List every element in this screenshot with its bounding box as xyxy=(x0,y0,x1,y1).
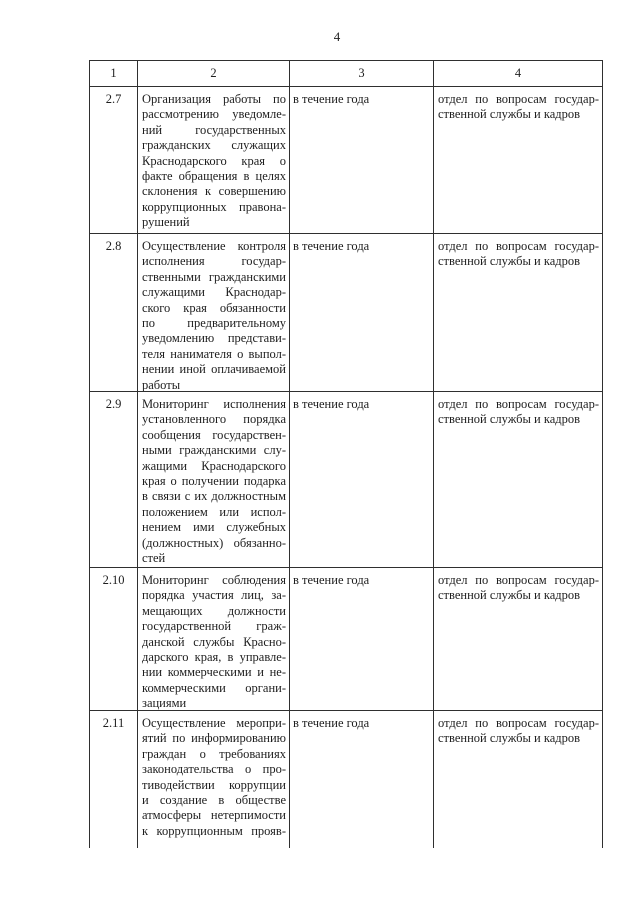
activity-line: Осуществление меропри- xyxy=(142,716,286,730)
activity-line: установленного порядка xyxy=(142,412,286,427)
activity-line: рассмотрению уведомле- xyxy=(142,107,286,122)
row-number: 2.9 xyxy=(90,392,138,568)
table-row xyxy=(90,711,603,848)
activity-line: порядка участия лиц, за- xyxy=(142,588,286,603)
responsible-line: ственной службы и кадров xyxy=(438,412,581,427)
activity-cell xyxy=(138,234,290,392)
responsible-line: отдел по вопросам государ- xyxy=(438,573,599,587)
column-header-1: 1 xyxy=(90,61,138,87)
responsible-line: ственной службы и кадров xyxy=(438,107,581,122)
activity-line: граждан о требованиях xyxy=(142,746,286,761)
activity-cell xyxy=(138,392,290,568)
activity-line: работы xyxy=(142,377,181,392)
activity-line: Мониторинг исполнения xyxy=(142,397,286,411)
responsible-cell xyxy=(434,392,603,568)
activity-line: законодательства о про- xyxy=(142,762,286,777)
responsible-cell xyxy=(434,711,603,848)
activity-line: гражданских служащих xyxy=(142,138,286,153)
activity-line: дарского края, в управле- xyxy=(142,649,286,664)
activity-line: по предварительному xyxy=(142,315,286,330)
activity-line: (должностных) обязанно- xyxy=(142,535,286,550)
activity-line: атмосферы нетерпимости xyxy=(142,808,286,823)
responsible-line: отдел по вопросам государ- xyxy=(438,397,599,411)
activity-line: ными гражданскими слу- xyxy=(142,443,286,458)
deadline-cell: в течение года xyxy=(290,711,434,848)
activity-line: мещающих должности xyxy=(142,603,286,618)
table-row xyxy=(90,87,603,234)
responsible-line: отдел по вопросам государ- xyxy=(438,92,599,106)
table-row xyxy=(90,392,603,568)
responsible-cell xyxy=(434,87,603,234)
activity-line: тиводействии коррупции xyxy=(142,777,286,792)
activity-line: нии коммерческими и не- xyxy=(142,665,286,680)
activity-cell xyxy=(138,568,290,711)
deadline-cell: в течение года xyxy=(290,87,434,234)
activity-line: Организация работы по xyxy=(142,92,286,106)
activity-line: нении иной оплачиваемой xyxy=(142,362,286,377)
table-header-row xyxy=(90,61,603,87)
column-header-3: 3 xyxy=(290,61,434,87)
activity-line: рушений xyxy=(142,215,190,230)
measures-table xyxy=(89,60,603,848)
activity-line: склонения к совершению xyxy=(142,184,286,199)
page-number: 4 xyxy=(333,29,341,44)
row-number: 2.11 xyxy=(90,711,138,848)
responsible-line: отдел по вопросам государ- xyxy=(438,716,599,730)
activity-line: ятий по информированию xyxy=(142,731,286,746)
activity-cell xyxy=(138,711,290,848)
activity-line: к коррупционным прояв- xyxy=(142,823,286,838)
table-row xyxy=(90,234,603,392)
activity-line: ний государственных xyxy=(142,122,286,137)
column-header-2: 2 xyxy=(138,61,290,87)
deadline-cell: в течение года xyxy=(290,234,434,392)
activity-line: сообщения государствен- xyxy=(142,427,286,442)
activity-line: факте обращения в целях xyxy=(142,168,286,183)
activity-line: теля нанимателя о выпол- xyxy=(142,346,286,361)
activity-cell xyxy=(138,87,290,234)
responsible-line: ственной службы и кадров xyxy=(438,588,581,603)
activity-line: коммерческими органи- xyxy=(142,680,286,695)
activity-line: ского края обязанности xyxy=(142,300,286,315)
activity-line: края о получении подарка xyxy=(142,473,286,488)
activity-line: в связи с их должностным xyxy=(142,489,286,504)
activity-line: уведомлению представи- xyxy=(142,331,286,346)
row-number: 2.7 xyxy=(90,87,138,234)
row-number: 2.10 xyxy=(90,568,138,711)
deadline-cell: в течение года xyxy=(290,392,434,568)
activity-line: Осуществление контроля xyxy=(142,239,286,253)
activity-line: Мониторинг соблюдения xyxy=(142,573,286,587)
deadline-cell: в течение года xyxy=(290,568,434,711)
activity-line: Краснодарского края о xyxy=(142,153,286,168)
activity-line: зациями xyxy=(142,696,187,711)
activity-line: стей xyxy=(142,550,166,565)
row-number: 2.8 xyxy=(90,234,138,392)
responsible-cell xyxy=(434,568,603,711)
responsible-line: ственной службы и кадров xyxy=(438,731,581,746)
activity-line: и создание в обществе xyxy=(142,792,286,807)
activity-line: служащими Краснодар- xyxy=(142,285,286,300)
responsible-line: отдел по вопросам государ- xyxy=(438,239,599,253)
activity-line: исполнения государ- xyxy=(142,254,286,269)
responsible-line: ственной службы и кадров xyxy=(438,254,581,269)
activity-line: коррупционных правона- xyxy=(142,199,286,214)
table-row xyxy=(90,568,603,711)
activity-line: государственной граж- xyxy=(142,619,286,634)
activity-line: нением ими служебных xyxy=(142,520,286,535)
activity-line: жащими Краснодарского xyxy=(142,458,286,473)
responsible-cell xyxy=(434,234,603,392)
column-header-4: 4 xyxy=(434,61,603,87)
activity-line: положением или испол- xyxy=(142,504,286,519)
activity-line: ственными гражданскими xyxy=(142,269,286,284)
activity-line: данской службы Красно- xyxy=(142,634,286,649)
